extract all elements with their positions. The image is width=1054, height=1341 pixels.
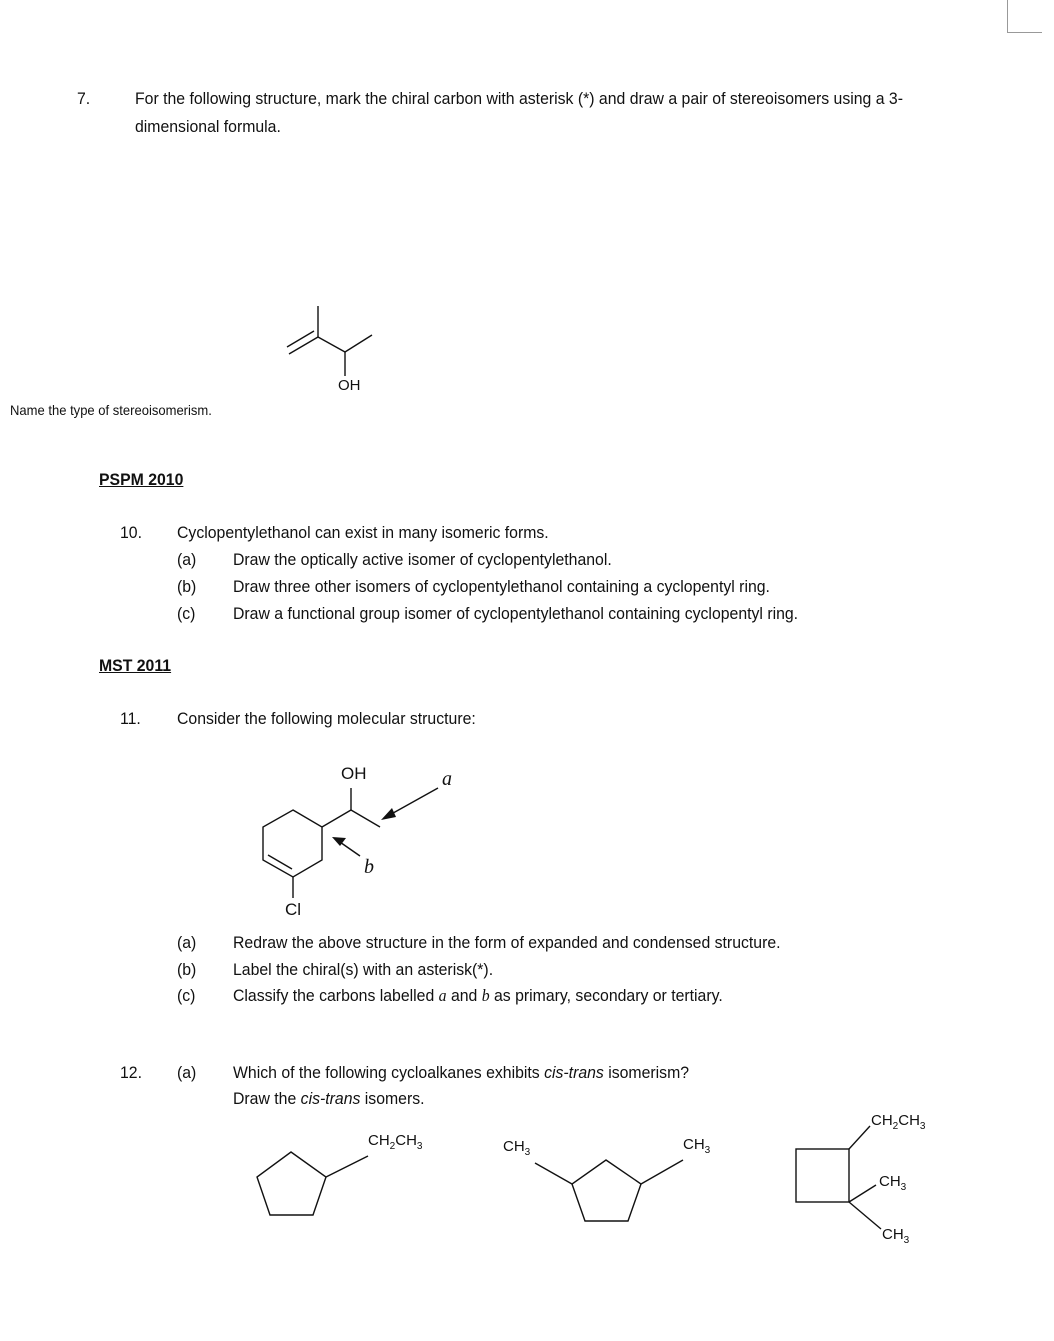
methyl-sub: 3 (903, 1235, 910, 1246)
q11-cl-label: Cl (285, 900, 302, 919)
q12-struct1-ethyl-label (368, 1132, 422, 1152)
q12-line1-pre: Which of the following cycloalkanes exhibits (233, 1063, 545, 1082)
q7-follow-up: Name the type of stereoisomerism. (10, 402, 212, 418)
q10-part-a-text: Draw the optically active isomer of cyclopentylethanol. (233, 550, 612, 569)
q12-line2-em: cis-trans (300, 1089, 361, 1108)
section-heading-mst: MST 2011 (99, 656, 172, 675)
q7-text-line1: For the following structure, mark the chiral carbon with asterisk (*) and draw a pair of stereoisomers using a 3- (135, 89, 903, 108)
q10-part-b-label: (b) (177, 577, 197, 596)
methyl-ch: CH (879, 1173, 901, 1190)
ethyl-ch-a: CH (368, 1132, 390, 1149)
q12-ring2 (572, 1160, 641, 1221)
q7-bond-methyl2 (345, 335, 372, 352)
q11-part-c-text (233, 985, 723, 1007)
q12-line1 (233, 1062, 689, 1084)
ethyl-ch-b: CH (898, 1112, 920, 1129)
methyl-sub: 3 (524, 1147, 531, 1158)
q12-ring3 (796, 1149, 849, 1202)
ethyl-sub-b: 3 (416, 1141, 423, 1152)
q7-text-line2: dimensional formula. (135, 117, 281, 136)
q11-label-a: a (442, 768, 452, 790)
q12-line1-em: cis-trans (544, 1063, 604, 1082)
methyl-sub: 3 (704, 1145, 711, 1156)
q11-ring-double (268, 855, 292, 869)
q11-part-b-label: (b) (177, 960, 197, 979)
ethyl-ch-a: CH (871, 1112, 893, 1129)
methyl-sub: 3 (900, 1182, 907, 1193)
q10-part-c-text: Draw a functional group isomer of cyclopentylethanol containing cyclopentyl ring. (233, 604, 799, 623)
q12-ring2-right-bond (641, 1160, 683, 1184)
q11-part-c-post: as primary, secondary or tertiary. (489, 986, 723, 1005)
q10-number: 10. (120, 523, 142, 542)
q12-struct3-ethyl-label (871, 1112, 925, 1132)
q12-struct3-low-methyl-label (882, 1226, 909, 1246)
q12-number: 12. (120, 1063, 142, 1082)
q11-bond-chain1 (322, 810, 351, 827)
q10-part-c-label: (c) (177, 604, 196, 623)
q11-number: 11. (120, 709, 141, 728)
q12-ring1 (257, 1152, 326, 1215)
q11-part-c-b: b (481, 986, 490, 1005)
q12-struct3-mid-methyl-label (879, 1173, 906, 1193)
q7-structure (287, 306, 372, 376)
arrow-a-head (381, 808, 396, 820)
q12-ring3-mid-bond (849, 1185, 876, 1202)
q11-oh-label: OH (341, 764, 367, 783)
q11-part-a-label: (a) (177, 933, 197, 952)
ethyl-sub-a: 2 (389, 1141, 396, 1152)
q12-ring3-top-bond (849, 1126, 870, 1149)
q12-ring2-left-bond (535, 1163, 572, 1184)
q12-line2-pre: Draw the (233, 1089, 301, 1108)
ethyl-ch-b: CH (395, 1132, 417, 1149)
q11-stem: Consider the following molecular structure: (177, 709, 476, 728)
q12-line2-post: isomers. (360, 1089, 425, 1108)
q7-bond-chain (318, 337, 345, 352)
q11-bond-chain2 (351, 810, 380, 827)
ethyl-sub-b: 3 (919, 1121, 926, 1132)
q11-part-a-text: Redraw the above structure in the form of expanded and condensed structure. (233, 933, 781, 952)
q11-label-b: b (364, 856, 374, 878)
q11-part-c-pre: Classify the carbons labelled (233, 986, 439, 1005)
q12-ring1-substituent-bond (326, 1156, 368, 1177)
q11-part-c-label: (c) (177, 986, 196, 1005)
methyl-ch: CH (882, 1226, 904, 1243)
q7-bond-double-a (289, 337, 318, 354)
section-heading-pspm: PSPM 2010 (99, 470, 184, 489)
q11-part-c-mid: and (446, 986, 482, 1005)
q12-structures (257, 1126, 881, 1229)
q12-struct2-left-methyl-label (503, 1138, 530, 1158)
q10-part-b-text: Draw three other isomers of cyclopentylethanol containing a cyclopentyl ring. (233, 577, 770, 596)
q10-part-a-label: (a) (177, 550, 197, 569)
methyl-ch: CH (683, 1136, 705, 1153)
q11-structure (263, 788, 438, 898)
ethyl-sub-a: 2 (892, 1121, 899, 1132)
q12-ring3-low-bond (849, 1202, 881, 1229)
q10-stem: Cyclopentylethanol can exist in many isomeric forms. (177, 523, 549, 542)
q7-bond-double-b (287, 331, 314, 347)
q12-part-label: (a) (177, 1063, 197, 1082)
methyl-ch: CH (503, 1138, 525, 1155)
q11-part-c-a: a (438, 986, 447, 1005)
q12-line2 (233, 1088, 425, 1110)
q11-ring (263, 810, 322, 877)
q12-line1-post: isomerism? (603, 1063, 690, 1082)
q11-part-b-text: Label the chiral(s) with an asterisk(*). (233, 960, 494, 979)
q7-number: 7. (77, 89, 91, 108)
q12-struct2-right-methyl-label (683, 1136, 710, 1156)
q7-oh-label: OH (338, 377, 361, 394)
